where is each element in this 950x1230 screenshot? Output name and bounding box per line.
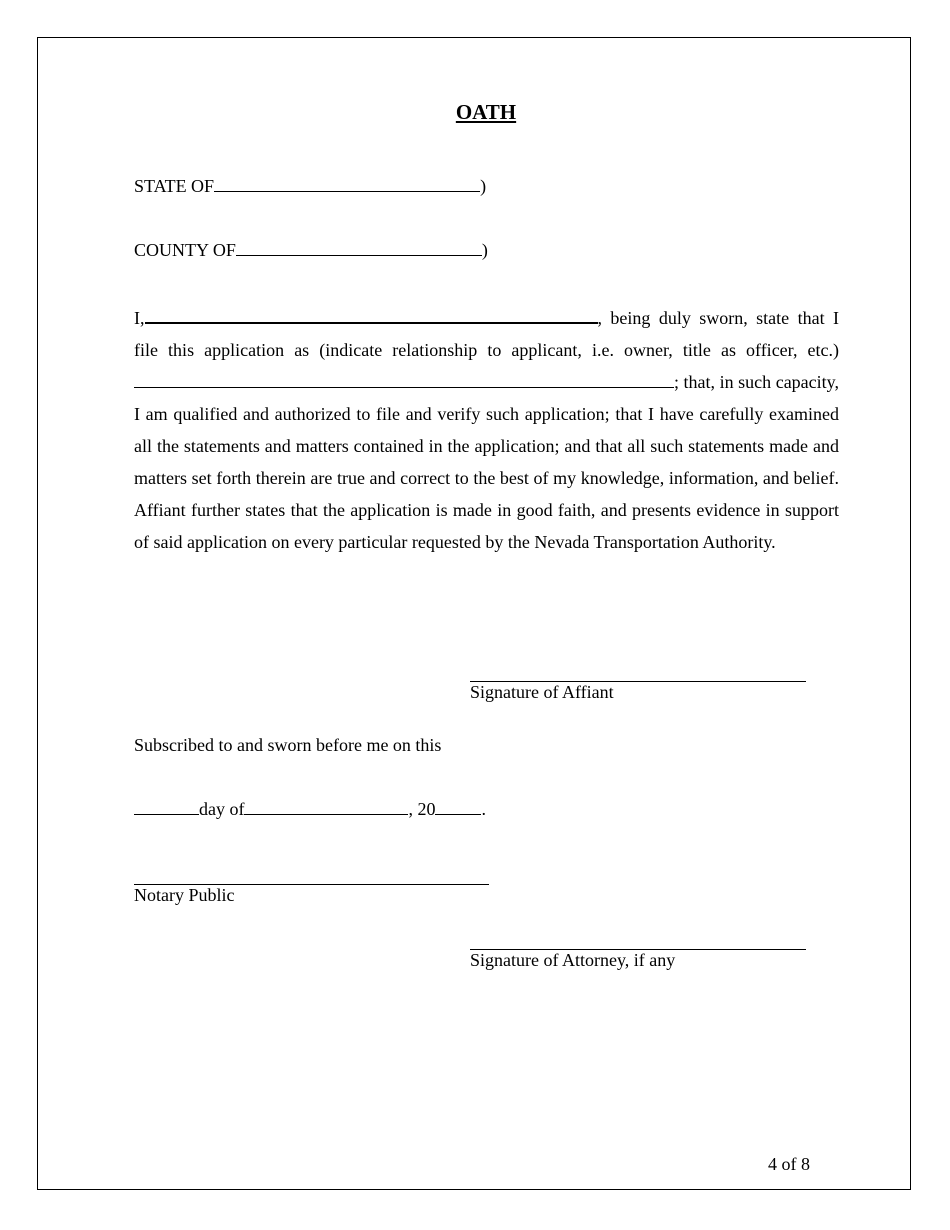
day-of-label: day of [199, 799, 245, 819]
oath-paragraph [134, 302, 839, 558]
affiant-signature-label: Signature of Affiant [470, 682, 614, 702]
oath-text-after-relationship: ; that, in such capacity, I am qualified and authorized to file and verify such application; that I have carefully examined all the statements and matters contained in the application; and that all such statements made and matters set forth therein are true and correct to the best of my knowledge, information, and belief. Affiant further states that the application is made in good faith, and presents evidence in support of said application on every particular requested by the Nevada Transportation Authority. [134, 372, 839, 552]
county-of-line [134, 240, 488, 261]
state-paren: ) [480, 176, 487, 196]
relationship-field[interactable] [134, 373, 674, 388]
date-line [134, 799, 486, 820]
state-field[interactable] [214, 177, 480, 192]
county-of-label: COUNTY OF [134, 240, 236, 260]
page-title: OATH [455, 100, 517, 124]
state-of-line [134, 176, 486, 197]
month-field[interactable] [244, 800, 408, 815]
notary-label: Notary Public [134, 885, 235, 905]
county-paren: ) [481, 240, 488, 260]
date-period: . [481, 799, 486, 819]
state-of-label: STATE OF [134, 176, 215, 196]
county-field[interactable] [236, 241, 482, 256]
attorney-signature-label: Signature of Attorney, if any [470, 950, 676, 970]
page-number: 4 of 8 [768, 1154, 810, 1174]
page-border [37, 37, 911, 1190]
year-field[interactable] [435, 800, 481, 815]
subscribed-text: Subscribed to and sworn before me on this [134, 735, 442, 755]
oath-i-prefix: I, [134, 308, 145, 328]
oath-text-after-name: , being duly sworn, state that I file this application as (indicate relationship to applicant, i.e. owner, title as officer, etc.) [134, 308, 839, 360]
affiant-name-field[interactable] [145, 308, 598, 324]
day-field[interactable] [134, 800, 199, 815]
year-prefix: , 20 [408, 799, 436, 819]
